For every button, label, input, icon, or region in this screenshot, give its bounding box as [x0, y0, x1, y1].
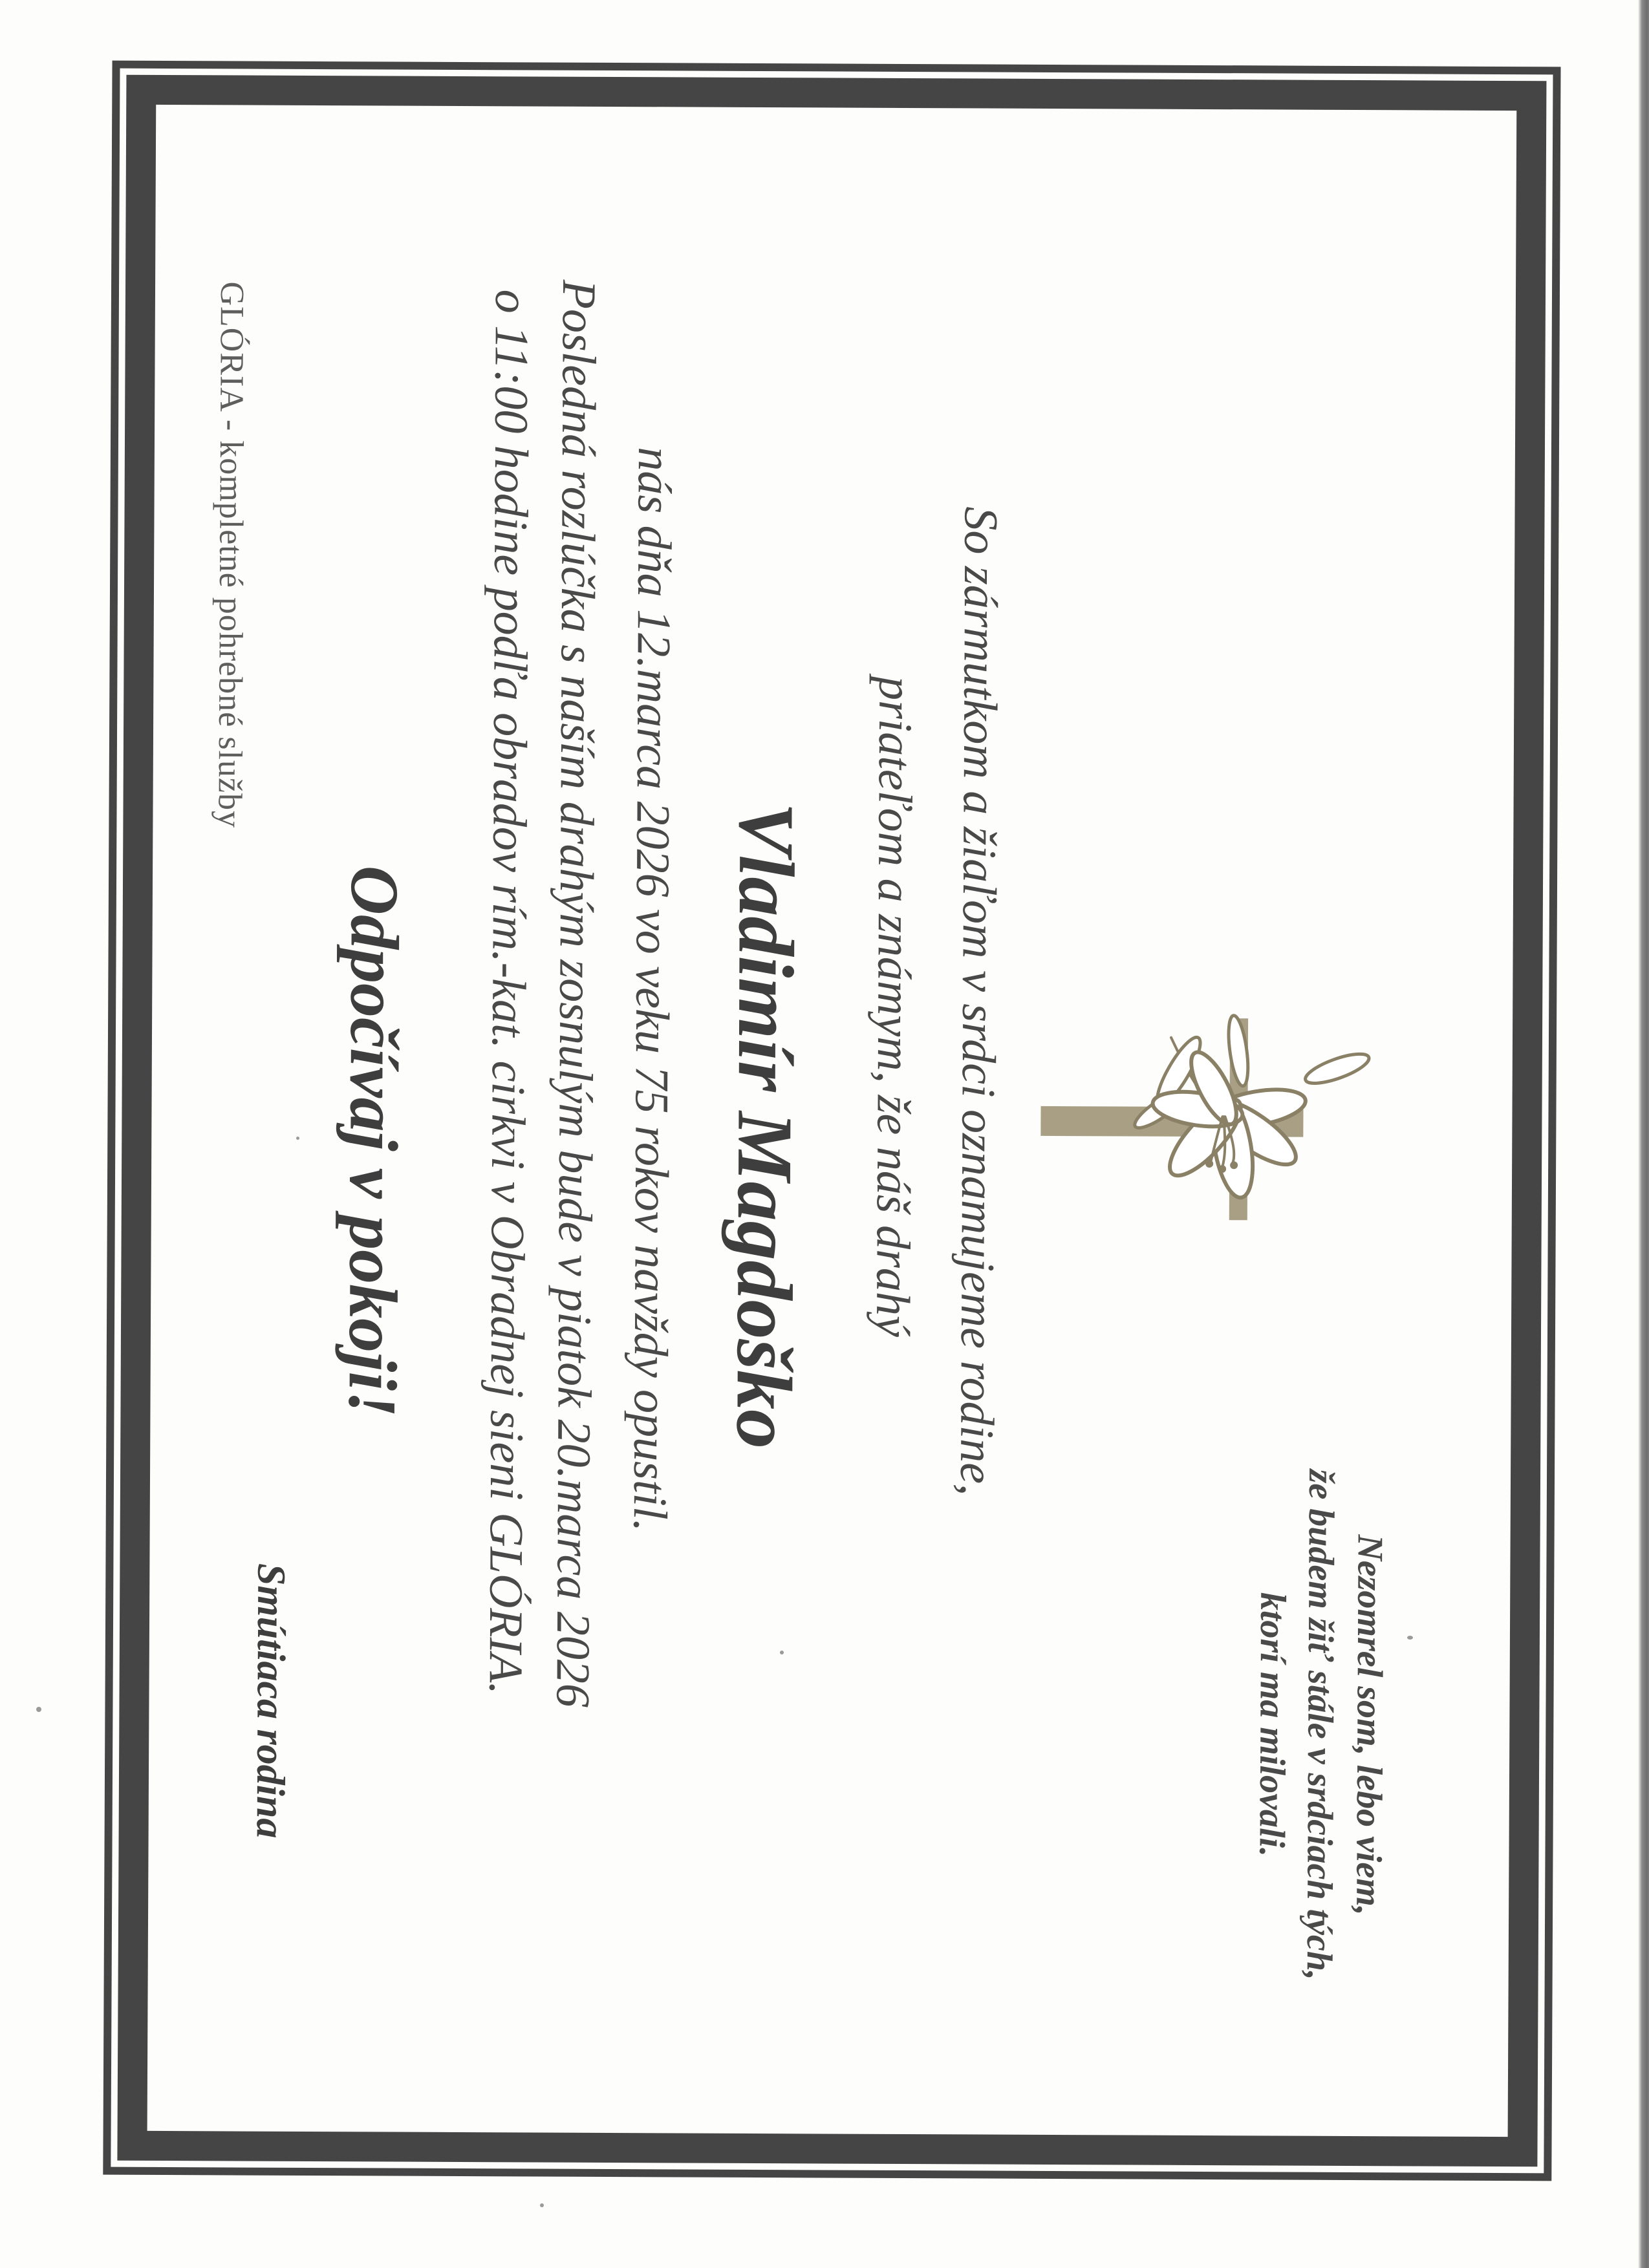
body-line-3: o 11:00 hodine podľa obradov rím.-kat. cirkvi v Obradnej sieni GLÓRIA.	[479, 289, 539, 1695]
farewell-line: Odpočívaj v pokoji!	[334, 865, 413, 1418]
scanner-edge-shadow	[1638, 0, 1649, 2268]
lily-leaf-top	[1302, 1048, 1372, 1089]
verse-line-1: Nezomrel som, lebo viem,	[1348, 1534, 1390, 1916]
scan-speck	[1407, 1636, 1413, 1640]
body-line-1: nás dňa 12.marca 2026 vo veku 75 rokov navždy opustil.	[623, 447, 681, 1532]
scan-speck	[36, 1707, 41, 1712]
body-line-2: Posledná rozlúčka s naším drahým zosnulým bude v piatok 20.marca 2026	[546, 279, 606, 1708]
deceased-name: Vladimír Magdoško	[720, 802, 810, 1450]
intro-line-2: priateľom a známym, že náš drahý	[865, 676, 922, 1337]
scan-speck	[296, 1137, 299, 1140]
verse-line-2: že budem žiť stále v srdciach tých,	[1299, 1469, 1342, 1981]
scan-speck	[780, 1651, 784, 1654]
cross-lily-icon	[1036, 1006, 1386, 1253]
verse-line-3: ktorí ma milovali.	[1251, 1592, 1293, 1857]
scan-speck	[540, 2203, 544, 2207]
funeral-home-imprint: GLÓRIA - kompletné pohrebné služby	[211, 281, 251, 829]
intro-line-1: So zármutkom a žiaľom v srdci oznamujeme rodine,	[949, 506, 1008, 1496]
signature-line: Smútiaca rodina	[248, 1563, 294, 1839]
